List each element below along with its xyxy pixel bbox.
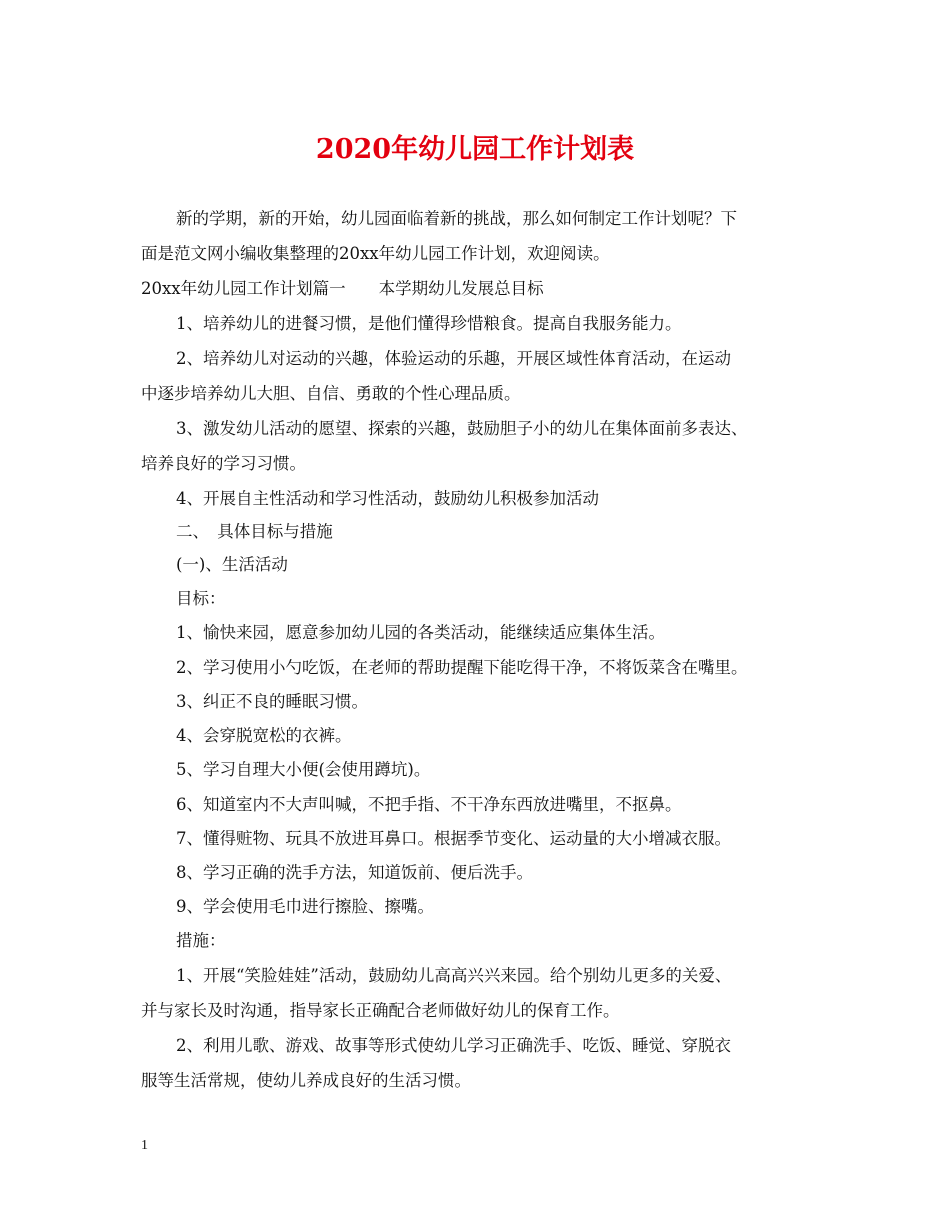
list-item: 5、学习自理大小便(会使用蹲坑)。 [176, 760, 431, 779]
paragraph-line: 面是范文网小编收集整理的20xx年幼儿园工作计划，欢迎阅读。 [141, 244, 610, 263]
paragraph-line: 2、利用儿歌、游戏、故事等形式使幼儿学习正确洗手、吃饭、睡觉、穿脱衣 [176, 1036, 731, 1055]
paragraph-line: 4、开展自主性活动和学习性活动，鼓励幼儿积极参加活动 [176, 489, 599, 508]
paragraph-line: 20xx年幼儿园工作计划篇一 本学期幼儿发展总目标 [141, 279, 544, 298]
list-item: 8、学习正确的洗手方法，知道饭前、便后洗手。 [176, 863, 533, 882]
list-item: 3、纠正不良的睡眠习惯。 [176, 692, 368, 711]
document-title: 2020年幼儿园工作计划表 [315, 134, 635, 165]
list-item: 2、学习使用小勺吃饭，在老师的帮助提醒下能吃得干净，不将饭菜含在嘴里。 [176, 658, 748, 677]
label-heading: 措施： [176, 931, 226, 950]
list-item: 9、学会使用毛巾进行擦脸、擦嘴。 [176, 897, 434, 916]
paragraph-line: 中逐步培养幼儿大胆、自信、勇敢的个性心理品质。 [141, 384, 521, 403]
page-number: 1 [141, 1138, 148, 1153]
paragraph-line: 3、激发幼儿活动的愿望、探索的兴趣，鼓励胆子小的幼儿在集体面前多表达、 [176, 419, 748, 438]
paragraph-line: 2、培养幼儿对运动的兴趣，体验运动的乐趣，开展区域性体育活动，在运动 [176, 349, 731, 368]
paragraph-line: 1、培养幼儿的进餐习惯，是他们懂得珍惜粮食。提高自我服务能力。 [176, 314, 682, 333]
list-item: 4、会穿脱宽松的衣裤。 [176, 726, 352, 745]
paragraph-line: 服等生活常规，使幼儿养成良好的生活习惯。 [141, 1071, 471, 1090]
subsection-heading: (一)、生活活动 [176, 555, 288, 574]
paragraph-line: 培养良好的学习习惯。 [141, 454, 306, 473]
list-item: 7、懂得赃物、玩具不放进耳鼻口。根据季节变化、运动量的大小增减衣服。 [176, 829, 731, 848]
section-heading: 二、 具体目标与措施 [176, 522, 333, 541]
paragraph-line: 新的学期，新的开始，幼儿园面临着新的挑战，那么如何制定工作计划呢？下 [176, 209, 737, 228]
list-item: 6、知道室内不大声叫喊，不把手指、不干净东西放进嘴里，不抠鼻。 [176, 795, 682, 814]
label-heading: 目标： [176, 589, 226, 608]
list-item: 1、愉快来园，愿意参加幼儿园的各类活动，能继续适应集体生活。 [176, 623, 665, 642]
paragraph-line: 并与家长及时沟通，指导家长正确配合老师做好幼儿的保育工作。 [141, 1001, 620, 1020]
paragraph-line: 1、开展“笑脸娃娃”活动，鼓励幼儿高高兴兴来园。给个别幼儿更多的关爱、 [176, 966, 732, 985]
